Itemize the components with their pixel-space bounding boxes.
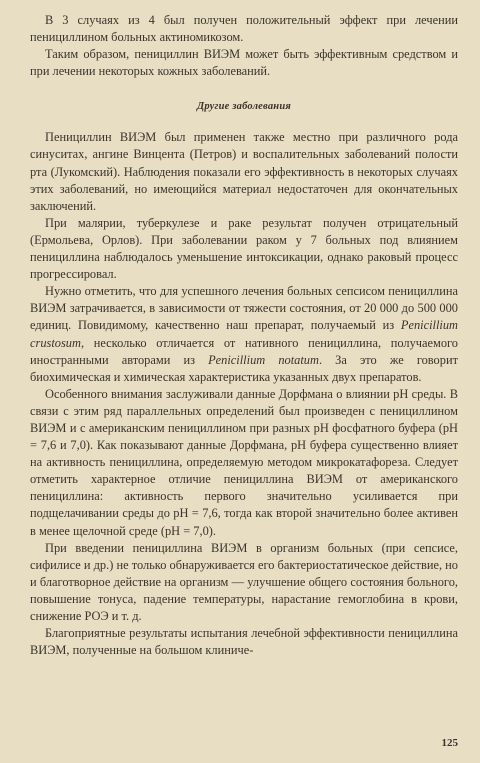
paragraph-text: , несколько отличается от нативного пенициллина, получаемого иностранными авторами из bbox=[30, 335, 458, 367]
page-number: 125 bbox=[441, 737, 458, 749]
paragraph-actinomycosis: В 3 случаях из 4 был получен положительный эффект при лечении пенициллином больных актиномикозом. bbox=[30, 13, 458, 45]
latin-species-name: Penicillium notatum bbox=[208, 352, 319, 367]
paragraph-text: . За это же говорит биохимическая и химическая характеристика указанных двух препаратов. bbox=[30, 352, 458, 384]
paragraph-text: Особенного внимания заслуживали данные Дорфмана о влиянии pH среды. В связи с этим ряд параллельных определений был произведен с пенициллином ВИЭМ и с американским пенициллином при разных pH фосфатного буфера (pH = 7,6 и 7,0). Как показывают данные Дорфмана, pH буфера существенно влияет на активность пенициллина, определяемую методом микрокатафореза. Следует отметить характерное отличие пенициллина ВИЭМ от американского пенициллина: активность первого значительно усиливается при подщелачивании среды до pH = 7,6, тогда как второй значительно более активен в менее щелочной среде (pH = 7,0). bbox=[30, 386, 458, 538]
paragraph-text: Благоприятные результаты испытания лечебной эффективности пенициллина ВИЭМ, полученные на большом клиниче- bbox=[30, 626, 458, 658]
paragraph-administration bbox=[30, 540, 458, 625]
paragraph-text: Пенициллин ВИЭМ был применен также местно при различного рода синуситах, ангине Винцента (Петров) и воспалительных заболеваний полости рта (Лукомский). Наблюдения показали его эффективность в некоторых случаях этих заболеваний, но имеющийся материал недостаточен для окончательных заключений. bbox=[30, 130, 458, 213]
paragraph-clinical-results bbox=[30, 625, 458, 659]
latin-species-name: Penicillium crustosum bbox=[30, 318, 458, 350]
section-heading: Другие заболевания bbox=[197, 101, 291, 113]
paragraph-text: При введении пенициллина ВИЭМ в организм больных (при сепсисе, сифилисе и др.) не только обнаруживается его бактериостатическое действие, но и благотворное действие на организм — улучшение общего состояния больного, повышение тонуса, падение температуры, нарастание гемоглобина в крови, снижение РОЭ и т. д. bbox=[30, 540, 458, 623]
paragraph-malaria bbox=[30, 215, 458, 283]
paragraph-ph-dorfman bbox=[30, 386, 458, 540]
paragraph-text: При малярии, туберкулезе и раке результат получен отрицательный (Ермольева, Орлов). При заболевании раком у 7 больных под влиянием пенициллина наблюдалось уменьшение интоксикации, однако раковый процесс прогрессировал. bbox=[30, 215, 458, 282]
paragraph-sinusitis bbox=[30, 129, 458, 214]
paragraph-skin-conclusion: Таким образом, пенициллин ВИЭМ может быть эффективным средством и при лечении некоторых кожных заболеваний. bbox=[30, 47, 458, 79]
paragraph-text: Нужно отметить, что для успешного лечения больных сепсисом пенициллина ВИЭМ затрачивается, в зависимости от тяжести состояния, от 20 000 до 500 000 единиц. Повидимому, качественно наш препарат, получаемый из bbox=[30, 284, 458, 333]
paragraph-sepsis-dosage bbox=[30, 283, 458, 386]
